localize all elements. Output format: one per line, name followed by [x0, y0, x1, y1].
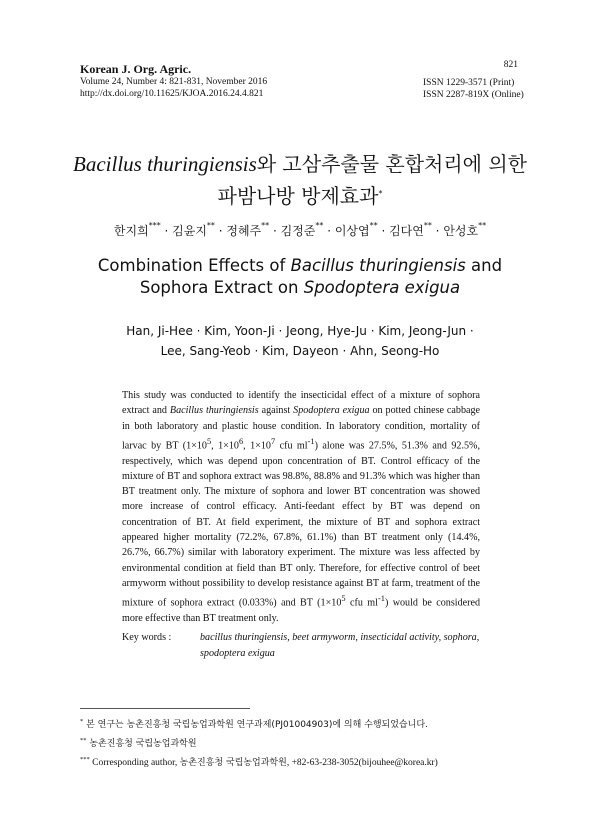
- korean-author-name: 김윤지: [172, 224, 207, 238]
- korean-title-line2: [60, 179, 540, 211]
- english-title-sci1: Bacillus thuringiensis: [290, 256, 466, 275]
- keywords-label: Key words :: [122, 632, 172, 643]
- footnote-text: 농촌진흥청 국립농업과학원: [179, 758, 287, 768]
- korean-author-mark: **: [261, 221, 270, 230]
- abstract-seg: ) alone was 27.5%, 51.3% and 92.5%, respectively, which was depend upon concentration of BT. Control efficacy of the mixture of BT and sophora extract was 98.8%, 88.8% and 91.3% which was higher than BT treatment only. The mixture of sophora and lower BT concentration was showed more increase of control efficacy. Anti-feedant effect by BT was depend on concentration of BT. At field experiment, the mixture of BT and sophora extract appeared higher mortality (72.2%, 67.8%, 61.1%) than BT treatment only (14.4%, 26.7%, 66.7%) similar with laboratory experiment. The mixture was less affected by environmental condition at field than BT only. Therefore, for effective control of beet armyworm without possibility to develop resistance against BT at farm, treatment of the mixture of sophora extract (0.033%) and BT (1×10: [122, 440, 480, 609]
- english-authors: [60, 321, 540, 361]
- korean-title-sci-name: Bacillus thuringiensis: [73, 152, 257, 176]
- author-separator: ·: [214, 224, 227, 238]
- journal-title: Korean J. Org. Agric.: [80, 62, 192, 76]
- page-number: 821: [503, 60, 518, 70]
- korean-author-mark: **: [369, 221, 378, 230]
- english-authors-line1: Han, Ji-Hee · Kim, Yoon-Ji · Jeong, Hye-Ju · Kim, Jeong-Jun ·: [126, 324, 474, 338]
- abstract-exp: 7: [270, 436, 276, 446]
- author-separator: ·: [323, 224, 335, 238]
- abstract-exp: 6: [238, 436, 244, 446]
- korean-author-mark: **: [315, 221, 324, 230]
- footnote-3: [80, 752, 520, 771]
- author-separator: ·: [269, 224, 281, 238]
- abstract-seg: ) would be considered more effective than BT treatment only.: [122, 597, 481, 624]
- author-separator: ·: [160, 224, 173, 238]
- footnote-text: 농촌진흥청 국립농업과학원: [86, 739, 197, 749]
- author-separator: ·: [431, 224, 444, 238]
- abstract-seg: This study was conducted to identify the insecticidal effect of a mixture of sophora extract and: [122, 390, 480, 417]
- author-separator: ·: [377, 224, 390, 238]
- abstract-text: [122, 388, 480, 626]
- english-title: [60, 255, 540, 299]
- english-title-part1: Combination Effects of: [97, 256, 291, 275]
- korean-author-name: 김정준: [280, 224, 316, 238]
- journal-header: [80, 62, 380, 100]
- footnote-text: 본 연구는 농촌진흥청 국립농업과학원 연구과제(PJ01004903)에 의해 수행되었습니다.: [83, 720, 428, 730]
- abstract-sci: Bacillus thuringiensis: [169, 405, 259, 417]
- korean-authors: [60, 218, 540, 239]
- volume-line: Volume 24, Number 4: 821-831, November 2016: [80, 77, 268, 87]
- korean-author-name: 한지희: [113, 224, 149, 238]
- english-title-line1: [60, 255, 540, 277]
- footnote-1: [80, 714, 520, 733]
- korean-author-name: 정혜주: [226, 224, 262, 238]
- footnote-2: [80, 733, 520, 752]
- keywords: [122, 630, 492, 662]
- korean-author-mark: **: [206, 221, 215, 230]
- abstract-exp: 5: [341, 594, 346, 604]
- korean-title-rest: 와 고삼추출물 혼합처리에 의한: [256, 152, 527, 176]
- english-authors-line2: Lee, Sang-Yeob · Kim, Dayeon · Ahn, Seong-Ho: [160, 344, 440, 358]
- korean-title: [60, 150, 540, 211]
- abstract-seg: on potted chinese cabbage in both laboratory and plastic house condition. In laboratory condition, mortality of larvac by BT (1×10: [122, 405, 480, 452]
- korean-title-line2-text: 파밤나방 방제효과: [217, 184, 379, 208]
- korean-title-line1: [60, 150, 540, 179]
- abstract-seg: , 1×10: [243, 440, 271, 452]
- footnote-text: Corresponding author,: [89, 758, 180, 768]
- english-title-part2: and: [465, 256, 503, 275]
- footnote-contact[interactable]: , +82-63-238-3052(bijouhee@korea.kr): [286, 758, 438, 768]
- english-title-sci2: Spodoptera exigua: [303, 278, 461, 297]
- korean-author-name: 이상엽: [334, 224, 370, 238]
- footnote-divider: [80, 708, 250, 709]
- korean-author-name: 김다연: [389, 224, 424, 238]
- abstract-exp: -1: [307, 436, 315, 446]
- doi-link[interactable]: http://dx.doi.org/10.11625/KJOA.2016.24.4.821: [80, 89, 264, 99]
- korean-author-mark: ***: [148, 221, 161, 230]
- issn-print: ISSN 1229-3571 (Print): [423, 78, 515, 88]
- keywords-list: bacillus thuringiensis, beet armyworm, insecticidal activity, sophora, spodoptera exigua: [200, 632, 480, 659]
- footnote-mark: **: [80, 737, 87, 744]
- korean-author-mark: **: [423, 221, 432, 230]
- korean-author-mark: **: [478, 221, 487, 230]
- title-footnote-mark: *: [378, 189, 383, 198]
- abstract: [122, 388, 480, 626]
- issn-online: ISSN 2287-819X (Online): [423, 90, 524, 100]
- abstract-exp: -1: [377, 594, 385, 604]
- english-title-part3: Sophora Extract on: [139, 278, 304, 297]
- issn-block: [423, 77, 533, 101]
- abstract-seg: against: [258, 405, 294, 417]
- abstract-seg: , 1×10: [211, 440, 239, 452]
- korean-author-name: 안성호: [443, 224, 479, 238]
- abstract-seg: cfu ml: [345, 597, 378, 609]
- abstract-exp: 5: [206, 436, 212, 446]
- abstract-sci: Spodoptera exigua: [293, 405, 370, 417]
- footnote-mark: *: [80, 718, 84, 725]
- english-title-line2: [60, 277, 540, 299]
- abstract-seg: cfu ml: [275, 440, 308, 452]
- footnotes: [80, 714, 520, 771]
- footnote-mark: ***: [80, 756, 90, 763]
